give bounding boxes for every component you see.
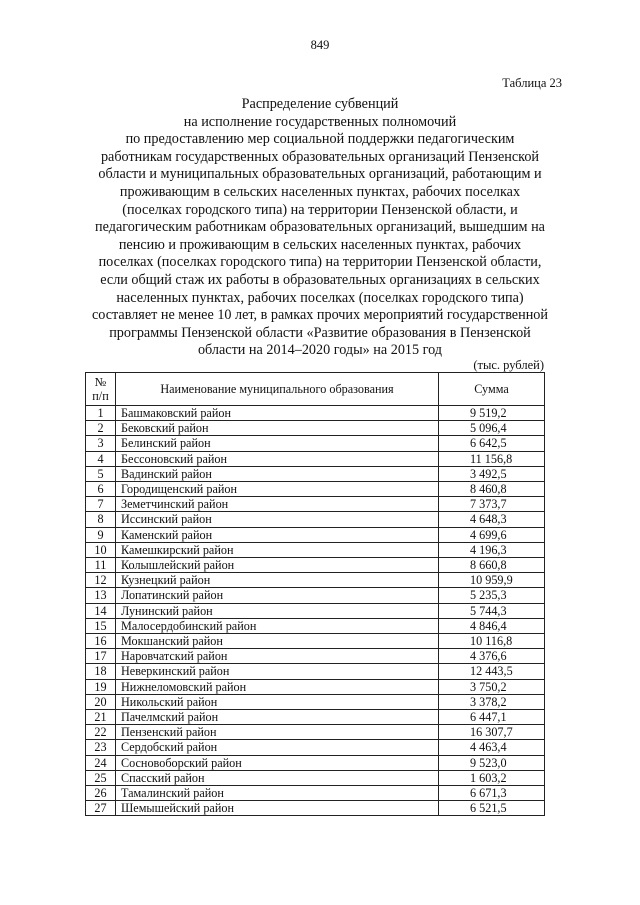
row-name: Нижнеломовский район	[116, 679, 439, 694]
row-name: Пензенский район	[116, 725, 439, 740]
table-row	[86, 603, 545, 618]
row-sum: 4 376,6	[439, 649, 545, 664]
row-number: 6	[86, 482, 116, 497]
row-number: 10	[86, 542, 116, 557]
row-name: Вадинский район	[116, 466, 439, 481]
table-row	[86, 679, 545, 694]
row-sum: 11 156,8	[439, 451, 545, 466]
table-row	[86, 573, 545, 588]
row-number: 18	[86, 664, 116, 679]
row-sum: 3 750,2	[439, 679, 545, 694]
row-sum: 6 447,1	[439, 710, 545, 725]
row-name: Мокшанский район	[116, 634, 439, 649]
row-sum: 5 744,3	[439, 603, 545, 618]
title-line: на исполнение государственных полномочий	[183, 113, 457, 130]
row-number: 22	[86, 725, 116, 740]
row-number: 14	[86, 603, 116, 618]
title-line: (поселках городского типа) на территории Пензенской области, и	[122, 201, 518, 218]
row-name: Белинский район	[116, 436, 439, 451]
row-name: Бессоновский район	[116, 451, 439, 466]
row-name: Земетчинский район	[116, 497, 439, 512]
title-line: программы Пензенской области «Развитие образования в Пензенской	[109, 324, 531, 341]
row-number: 1	[86, 406, 116, 421]
row-name: Тамалинский район	[116, 786, 439, 801]
row-sum: 4 648,3	[439, 512, 545, 527]
table-row	[86, 436, 545, 451]
table-row	[86, 588, 545, 603]
header-number	[86, 373, 116, 406]
row-number: 23	[86, 740, 116, 755]
row-number: 17	[86, 649, 116, 664]
table-row	[86, 527, 545, 542]
row-name: Кузнецкий район	[116, 573, 439, 588]
row-sum: 1 603,2	[439, 770, 545, 785]
row-sum: 5 096,4	[439, 421, 545, 436]
row-number: 26	[86, 786, 116, 801]
row-sum: 4 463,4	[439, 740, 545, 755]
row-sum: 8 460,8	[439, 482, 545, 497]
table-row	[86, 664, 545, 679]
row-number: 8	[86, 512, 116, 527]
table-row	[86, 786, 545, 801]
table-row	[86, 740, 545, 755]
table-row	[86, 770, 545, 785]
row-number: 16	[86, 634, 116, 649]
title-line: по предоставлению мер социальной поддержки педагогическим	[125, 131, 515, 148]
row-name: Неверкинский район	[116, 664, 439, 679]
table-row	[86, 542, 545, 557]
title-line: работникам государственных образовательных организаций Пензенской	[100, 148, 540, 165]
row-sum: 7 373,7	[439, 497, 545, 512]
table-row	[86, 725, 545, 740]
table-row	[86, 694, 545, 709]
table-row	[86, 634, 545, 649]
row-name: Городищенский район	[116, 482, 439, 497]
title-line: если общий стаж их работы в образовательных организациях в сельских	[100, 271, 540, 288]
row-sum: 3 492,5	[439, 466, 545, 481]
table-row	[86, 466, 545, 481]
row-sum: 16 307,7	[439, 725, 545, 740]
row-name: Колышлейский район	[116, 558, 439, 573]
row-number: 27	[86, 801, 116, 816]
header-number-line2: п/п	[92, 389, 109, 403]
row-sum: 10 959,9	[439, 573, 545, 588]
row-name: Спасский район	[116, 770, 439, 785]
title-line: населенных пунктах, рабочих поселках (поселках городского типа)	[116, 289, 524, 306]
table-label: Таблица 23	[502, 76, 562, 90]
row-name: Бековский район	[116, 421, 439, 436]
table-row	[86, 451, 545, 466]
row-name: Башмаковский район	[116, 406, 439, 421]
header-sum: Сумма	[439, 373, 545, 406]
row-sum: 5 235,3	[439, 588, 545, 603]
row-name: Лопатинский район	[116, 588, 439, 603]
header-name: Наименование муниципального образования	[116, 373, 439, 406]
title-line: области на 2014–2020 годы» на 2015 год	[197, 342, 443, 359]
row-sum: 9 519,2	[439, 406, 545, 421]
title-line: педагогическим работникам образовательных организаций, вышедшим на	[95, 219, 545, 236]
row-number: 11	[86, 558, 116, 573]
units-label: (тыс. рублей)	[473, 358, 544, 372]
row-number: 3	[86, 436, 116, 451]
subsidy-table	[85, 372, 545, 816]
row-sum: 12 443,5	[439, 664, 545, 679]
row-sum: 4 846,4	[439, 618, 545, 633]
row-number: 20	[86, 694, 116, 709]
row-sum: 4 699,6	[439, 527, 545, 542]
row-number: 2	[86, 421, 116, 436]
row-name: Никольский район	[116, 694, 439, 709]
table-row	[86, 512, 545, 527]
row-number: 4	[86, 451, 116, 466]
document-title	[70, 96, 570, 360]
row-name: Малосердобинский район	[116, 618, 439, 633]
row-name: Сердобский район	[116, 740, 439, 755]
title-line: составляет не менее 10 лет, в рамках прочих мероприятий государственной	[92, 307, 548, 324]
row-sum: 9 523,0	[439, 755, 545, 770]
header-number-line1: №	[94, 375, 107, 389]
row-sum: 3 378,2	[439, 694, 545, 709]
title-line: поселках (поселках городского типа) на территории Пензенской области,	[98, 254, 542, 271]
row-name: Иссинский район	[116, 512, 439, 527]
table-row	[86, 482, 545, 497]
row-number: 12	[86, 573, 116, 588]
row-sum: 4 196,3	[439, 542, 545, 557]
table-row	[86, 618, 545, 633]
title-line: области и муниципальных образовательных организаций, работающим и	[98, 166, 542, 183]
row-number: 21	[86, 710, 116, 725]
row-name: Лунинский район	[116, 603, 439, 618]
row-name: Сосновоборский район	[116, 755, 439, 770]
row-number: 25	[86, 770, 116, 785]
table-row	[86, 710, 545, 725]
row-sum: 6 671,3	[439, 786, 545, 801]
table-row	[86, 755, 545, 770]
title-line: Распределение субвенций	[241, 96, 399, 112]
row-name: Наровчатский район	[116, 649, 439, 664]
table-row	[86, 558, 545, 573]
row-name: Пачелмский район	[116, 710, 439, 725]
table-row	[86, 801, 545, 816]
row-name: Каменский район	[116, 527, 439, 542]
title-line: пенсию и проживающим в сельских населенных пунктах, рабочих	[118, 236, 522, 253]
row-number: 13	[86, 588, 116, 603]
page-number: 849	[310, 38, 330, 52]
table-row	[86, 649, 545, 664]
row-number: 5	[86, 466, 116, 481]
row-sum: 8 660,8	[439, 558, 545, 573]
row-sum: 10 116,8	[439, 634, 545, 649]
row-number: 9	[86, 527, 116, 542]
row-number: 19	[86, 679, 116, 694]
row-name: Шемышейский район	[116, 801, 439, 816]
row-number: 24	[86, 755, 116, 770]
table-header-row	[86, 373, 545, 406]
table-row	[86, 406, 545, 421]
table-row	[86, 421, 545, 436]
row-sum: 6 521,5	[439, 801, 545, 816]
row-number: 15	[86, 618, 116, 633]
row-name: Камешкирский район	[116, 542, 439, 557]
row-number: 7	[86, 497, 116, 512]
table-row	[86, 497, 545, 512]
row-sum: 6 642,5	[439, 436, 545, 451]
title-line: проживающим в сельских населенных пунктах, рабочих поселках	[119, 183, 521, 200]
